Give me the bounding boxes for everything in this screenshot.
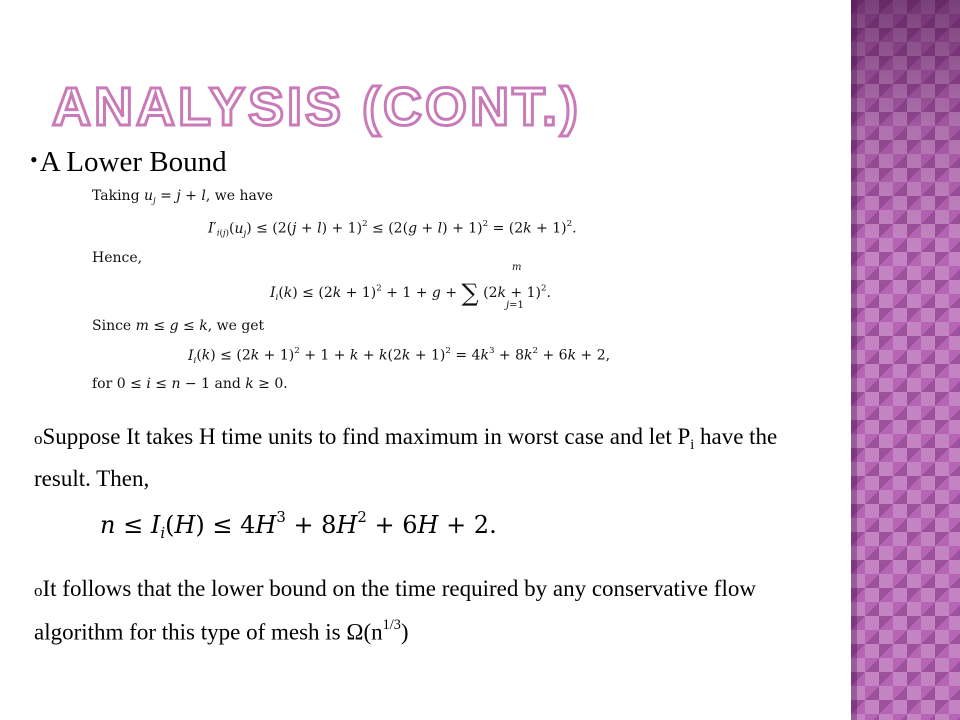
proof-we-have-label: we have xyxy=(214,188,274,204)
proof-taking-label: Taking xyxy=(92,188,140,204)
proof-sum-lower: j=1 xyxy=(506,300,524,311)
bullet-o-icon: o xyxy=(34,581,43,600)
proof-since-label: Since xyxy=(92,318,132,334)
proof-eq-3: $I_i(k) \le (2k + 1)^2 + 1 + k + k(2k + 1)^2 = 4k^3 + 8k^2 + 6k + 2$, xyxy=(188,346,611,366)
slide-title: ANALYSIS (CONT.) xyxy=(52,77,582,137)
paragraph-conclusion-tail: ) xyxy=(400,619,409,645)
proof-line-hence: Hence, xyxy=(92,250,143,266)
proof-eq-1: $I'_{i(j)}(u_j) \le (2(j + l) + 1)^2 \le (2(g + l) + 1)^2 = (2k + 1)^2$. xyxy=(208,219,577,239)
paragraph-conclusion xyxy=(34,572,834,650)
proof-for-label: for xyxy=(92,376,113,392)
paragraph-conclusion-text: It follows that the lower bound on the time required by any conservative flow algorithm for this type of mesh is Ω(n xyxy=(34,576,756,645)
paragraph-suppose xyxy=(34,420,834,496)
sidebar-shade xyxy=(851,0,960,720)
sidebar-edge xyxy=(851,0,857,720)
bullet-dot-icon: • xyxy=(30,147,38,172)
proof-line-for: for 0 ≤ i ≤ n − 1 and k ≥ 0. xyxy=(92,376,288,392)
proof-sum-upper: m xyxy=(512,262,522,273)
paragraph-suppose-sub: i xyxy=(690,436,695,453)
paragraph-suppose-tail: have the result. Then, xyxy=(34,424,778,491)
bullet-heading xyxy=(30,148,227,177)
proof-and-label: and xyxy=(214,376,241,392)
paragraph-suppose-text: Suppose It takes H time units to find maximum in worst case and let P xyxy=(42,424,691,449)
bullet-o-icon: o xyxy=(34,429,43,448)
proof-line-since: Since m ≤ g ≤ k, we get xyxy=(92,318,265,334)
proof-line-taking: Taking $u_j = j + l$, we have xyxy=(92,188,274,207)
decorative-sidebar xyxy=(851,0,960,720)
paragraph-conclusion-sup: 1/3 xyxy=(382,617,401,633)
bullet-text: A Lower Bound xyxy=(39,146,227,178)
proof-we-get-label: we get xyxy=(216,318,265,334)
proof-eq-2: $I_i(k) \le (2k + 1)^2 + 1 + g$ + ∑ $(2k + 1)^2$. xyxy=(270,279,551,307)
formula-lower-bound: $n \le I_i(H) \le 4H^3 + 8H^2 + 6H + 2$. xyxy=(100,508,497,543)
